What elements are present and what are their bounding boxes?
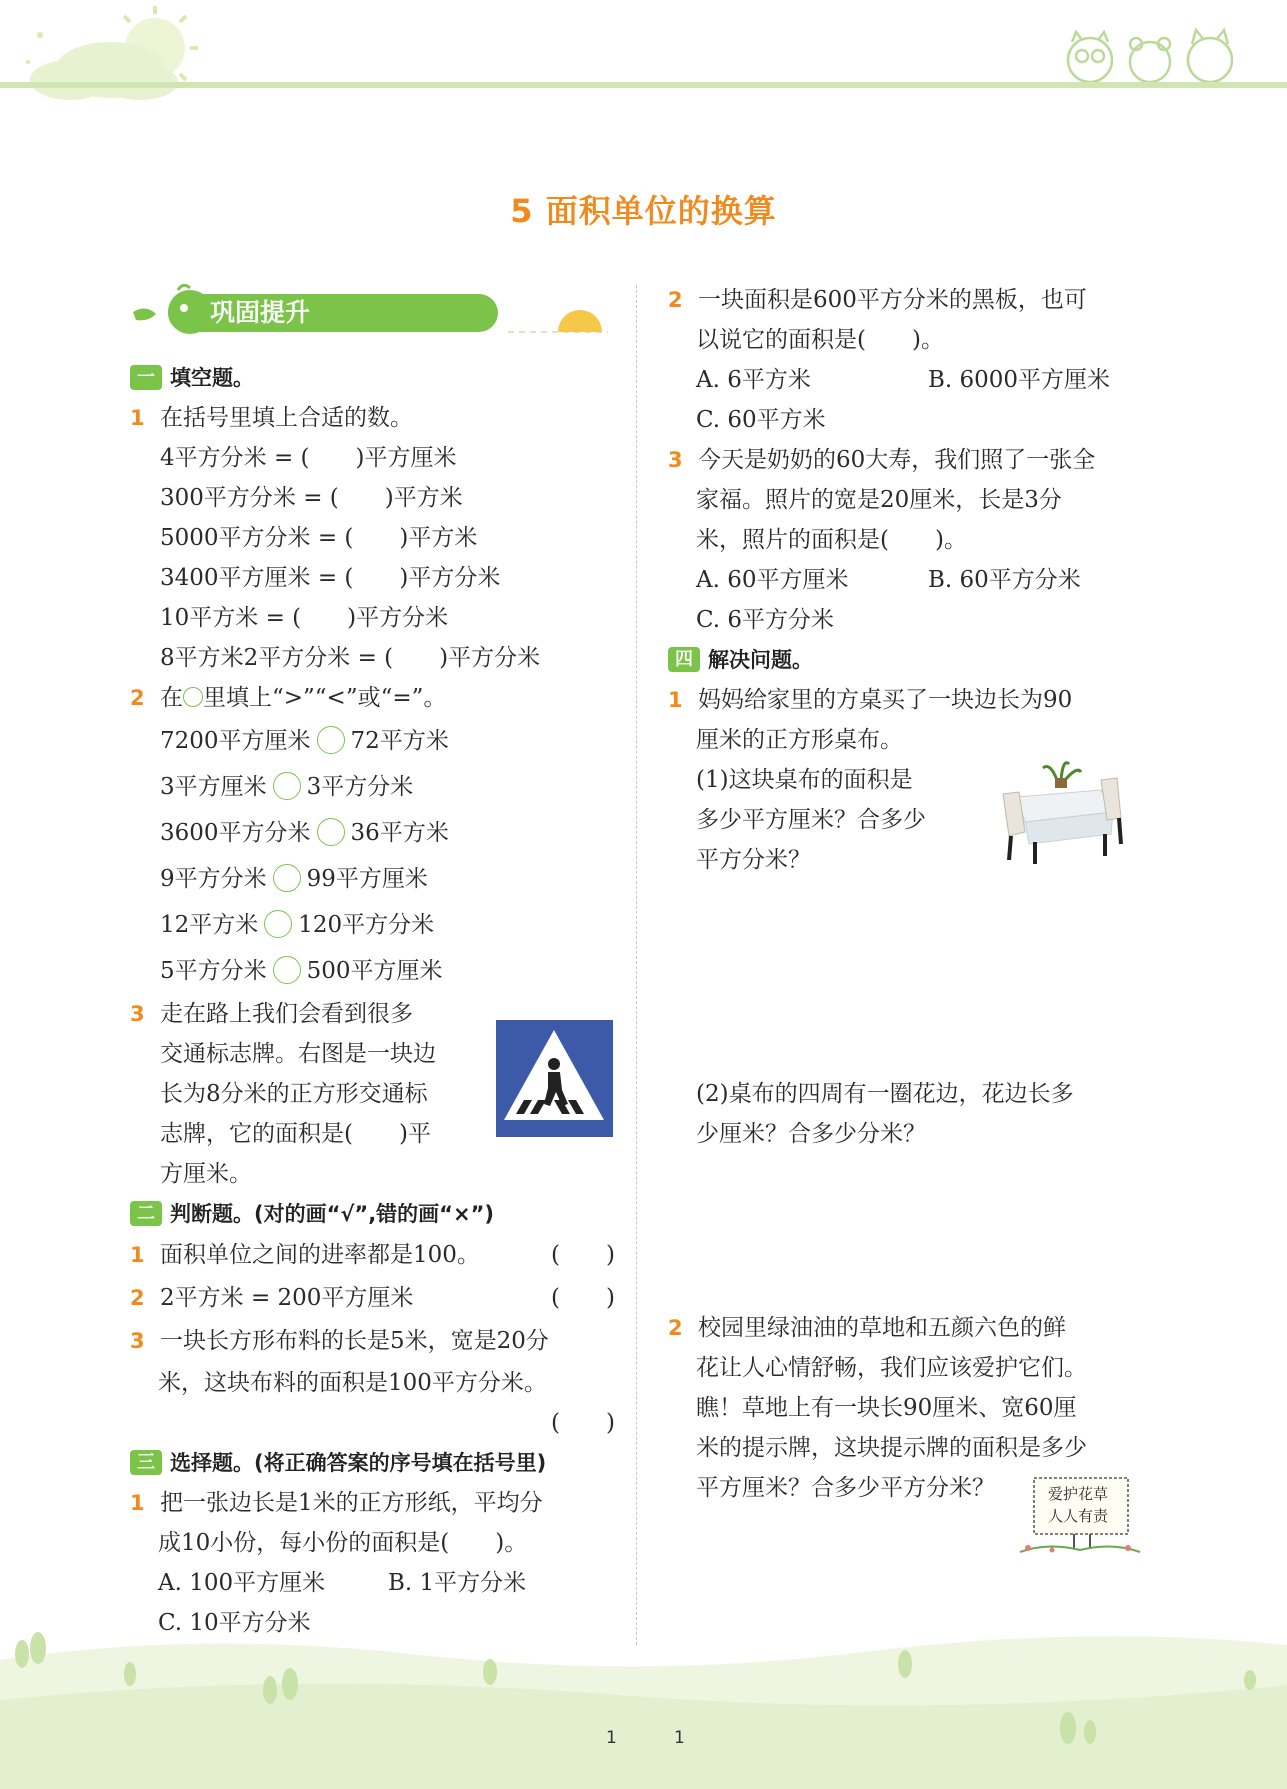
q1-item: 300平方分米 = ( )平方米 <box>160 485 463 511</box>
footer-landscape-decoration <box>0 1620 1287 1789</box>
judge-2 <box>130 1277 615 1320</box>
compare-circle[interactable] <box>317 726 345 754</box>
q2 <box>130 678 615 718</box>
question-text: 一块长方形布料的长是5米，宽是20分 <box>160 1328 549 1354</box>
q1-item: 5000平方分米 = ( )平方米 <box>160 525 478 551</box>
compare-right: 36平方米 <box>350 820 449 846</box>
q1-item: 3400平方厘米 = ( )平方分米 <box>160 565 501 591</box>
question-text: 瞧！草地上有一块长90厘米、宽60厘 <box>696 1395 1077 1421</box>
question-number: 1 <box>130 406 145 430</box>
q1-item: 8平方米2平方分米 = ( )平方分米 <box>160 645 541 671</box>
question-text: 一块面积是600平方分米的黑板，也可 <box>698 287 1087 313</box>
header-cloud-sun-decoration <box>0 0 220 110</box>
compare-circle[interactable] <box>317 818 345 846</box>
compare-left: 3600平方分米 <box>160 820 311 846</box>
option-b[interactable]: B. 6000平方厘米 <box>928 367 1111 393</box>
page-number-left: 1 <box>606 1728 617 1748</box>
choice-2-options <box>668 360 1144 400</box>
question-text: 志牌，它的面积是( )平 <box>160 1121 431 1147</box>
question-text: 在括号里填上合适的数。 <box>160 405 413 431</box>
question-number: 2 <box>668 1316 683 1340</box>
question-text: 面积单位之间的进率都是100。 <box>160 1242 480 1268</box>
section-label: 填空题。 <box>170 366 254 390</box>
question-text: 交通标志牌。右图是一块边 <box>160 1041 436 1067</box>
compare-left: 5平方分米 <box>160 958 267 984</box>
answer-paren[interactable]: ( ) <box>551 1285 615 1311</box>
choice-1 <box>130 1483 615 1523</box>
question-text: 今天是奶奶的60大寿，我们照了一张全 <box>698 447 1096 473</box>
option-c[interactable]: C. 10平方分米 <box>158 1610 311 1636</box>
question-text: 走在路上我们会看到很多 <box>160 1001 413 1027</box>
option-a[interactable]: A. 100平方厘米 <box>158 1570 326 1596</box>
banner-whale-icon <box>128 282 613 342</box>
section-3-heading <box>130 1443 615 1483</box>
compare-row <box>130 902 615 948</box>
compare-circle[interactable] <box>273 956 301 984</box>
header-line <box>0 82 1287 88</box>
question-text: 平方厘米？合多少平方分米？ <box>696 1475 995 1501</box>
q1-item: 4平方分米 = ( )平方厘米 <box>160 445 457 471</box>
section-badge: 四 <box>668 647 700 672</box>
choice-3 <box>668 440 1144 480</box>
circle-blank-icon <box>183 687 203 707</box>
problem-1 <box>668 680 1144 720</box>
answer-paren[interactable]: ( ) <box>551 1410 615 1436</box>
compare-circle[interactable] <box>273 864 301 892</box>
question-text: 校园里绿油油的草地和五颜六色的鲜 <box>698 1315 1066 1341</box>
option-b[interactable]: B. 1平方分米 <box>388 1570 527 1596</box>
problem-2 <box>668 1308 1144 1348</box>
compare-row <box>130 856 615 902</box>
question-text: 米的提示牌，这块提示牌的面积是多少 <box>696 1435 1087 1461</box>
compare-left: 3平方厘米 <box>160 774 267 800</box>
question-text: 米，照片的面积是( )。 <box>696 527 967 553</box>
left-column <box>130 358 615 1643</box>
question-text: 2平方米 = 200平方厘米 <box>160 1285 414 1311</box>
section-label: 判断题。(对的画“√”,错的画“×”) <box>170 1202 494 1226</box>
question-text: 花让人心情舒畅，我们应该爱护它们。 <box>696 1355 1087 1381</box>
q1-item: 10平方米 = ( )平方分米 <box>160 605 449 631</box>
question-number: 2 <box>668 288 683 312</box>
subquestion-text: 多少平方厘米？合多少 <box>696 807 926 833</box>
subquestion-text: (2)桌布的四周有一圈花边，花边长多 <box>696 1081 1074 1107</box>
question-text: 在 <box>160 685 183 711</box>
question-number: 1 <box>130 1491 145 1515</box>
right-column <box>668 280 1144 1508</box>
compare-left: 7200平方厘米 <box>160 728 311 754</box>
page-number-right: 1 <box>674 1728 685 1748</box>
compare-circle[interactable] <box>273 772 301 800</box>
compare-right: 99平方厘米 <box>306 866 428 892</box>
compare-right: 500平方厘米 <box>306 958 443 984</box>
compare-row <box>130 718 615 764</box>
section-badge: 一 <box>130 365 162 390</box>
question-number: 3 <box>130 1002 145 1026</box>
question-text: 把一张边长是1米的正方形纸，平均分 <box>160 1490 543 1516</box>
page-title: 5 面积单位的换算 <box>510 192 777 230</box>
compare-right: 3平方分米 <box>306 774 414 800</box>
compare-row <box>130 948 615 994</box>
option-a[interactable]: A. 60平方厘米 <box>696 567 849 593</box>
question-number: 3 <box>668 448 683 472</box>
judge-3-paren-row <box>130 1403 615 1443</box>
answer-space <box>668 880 1144 1074</box>
sign-text: 爱护花草 <box>1048 1485 1109 1503</box>
sign-text: 人人有责 <box>1048 1507 1109 1525</box>
question-number: 3 <box>130 1329 145 1353</box>
subquestion-text: 少厘米？合多少分米？ <box>696 1121 926 1147</box>
column-divider <box>636 285 637 1645</box>
question-text: 厘米的正方形桌布。 <box>696 727 903 753</box>
judge-1 <box>130 1234 615 1277</box>
question-number: 1 <box>130 1243 145 1267</box>
header-animals-decoration <box>1050 20 1250 90</box>
banner-label: 巩固提升 <box>210 298 311 327</box>
question-number: 2 <box>130 1286 145 1310</box>
compare-left: 9平方分米 <box>160 866 267 892</box>
compare-row <box>130 764 615 810</box>
option-c[interactable]: C. 60平方米 <box>696 407 826 433</box>
answer-space <box>668 1154 1144 1308</box>
question-text: 成10小份，每小份的面积是( )。 <box>158 1530 528 1556</box>
option-c[interactable]: C. 6平方分米 <box>696 607 835 633</box>
question-text: 长为8分米的正方形交通标 <box>160 1081 428 1107</box>
compare-right: 72平方米 <box>350 728 449 754</box>
section-badge: 二 <box>130 1201 162 1226</box>
judge-3 <box>130 1320 615 1363</box>
question-number: 1 <box>668 688 683 712</box>
section-label: 解决问题。 <box>708 648 813 672</box>
subquestion-text: 平方分米？ <box>696 847 811 873</box>
reminder-sign-image <box>1018 1472 1142 1558</box>
subquestion-text: (1)这块桌布的面积是 <box>696 767 913 793</box>
choice-3-options <box>668 560 1144 600</box>
question-text: 家福。照片的宽是20厘米，长是3分 <box>696 487 1062 513</box>
section-2-heading <box>130 1194 615 1234</box>
compare-row <box>130 810 615 856</box>
compare-left: 12平方米 <box>160 912 259 938</box>
section-4-heading <box>668 640 1144 680</box>
compare-right: 120平方分米 <box>298 912 435 938</box>
question-text: 里填上“>”“<”或“=”。 <box>203 685 447 711</box>
choice-1-options <box>130 1563 615 1603</box>
question-text: 以说它的面积是( )。 <box>696 327 944 353</box>
section-label: 选择题。(将正确答案的序号填在括号里) <box>170 1451 547 1475</box>
answer-paren[interactable]: ( ) <box>551 1242 615 1268</box>
choice-2 <box>668 280 1144 320</box>
question-text: 妈妈给家里的方桌买了一块边长为90 <box>698 687 1073 713</box>
table-with-tablecloth-image <box>995 752 1130 867</box>
question-text: 米，这块布料的面积是100平方分米。 <box>158 1370 547 1396</box>
option-a[interactable]: A. 6平方米 <box>696 367 811 393</box>
q1 <box>130 398 615 438</box>
question-text: 方厘米。 <box>160 1161 252 1187</box>
compare-circle[interactable] <box>264 910 292 938</box>
question-number: 2 <box>130 686 145 710</box>
option-b[interactable]: B. 60平方分米 <box>928 567 1081 593</box>
section-badge: 三 <box>130 1450 162 1475</box>
section-1-heading <box>130 358 615 398</box>
traffic-sign-image <box>496 1020 613 1137</box>
